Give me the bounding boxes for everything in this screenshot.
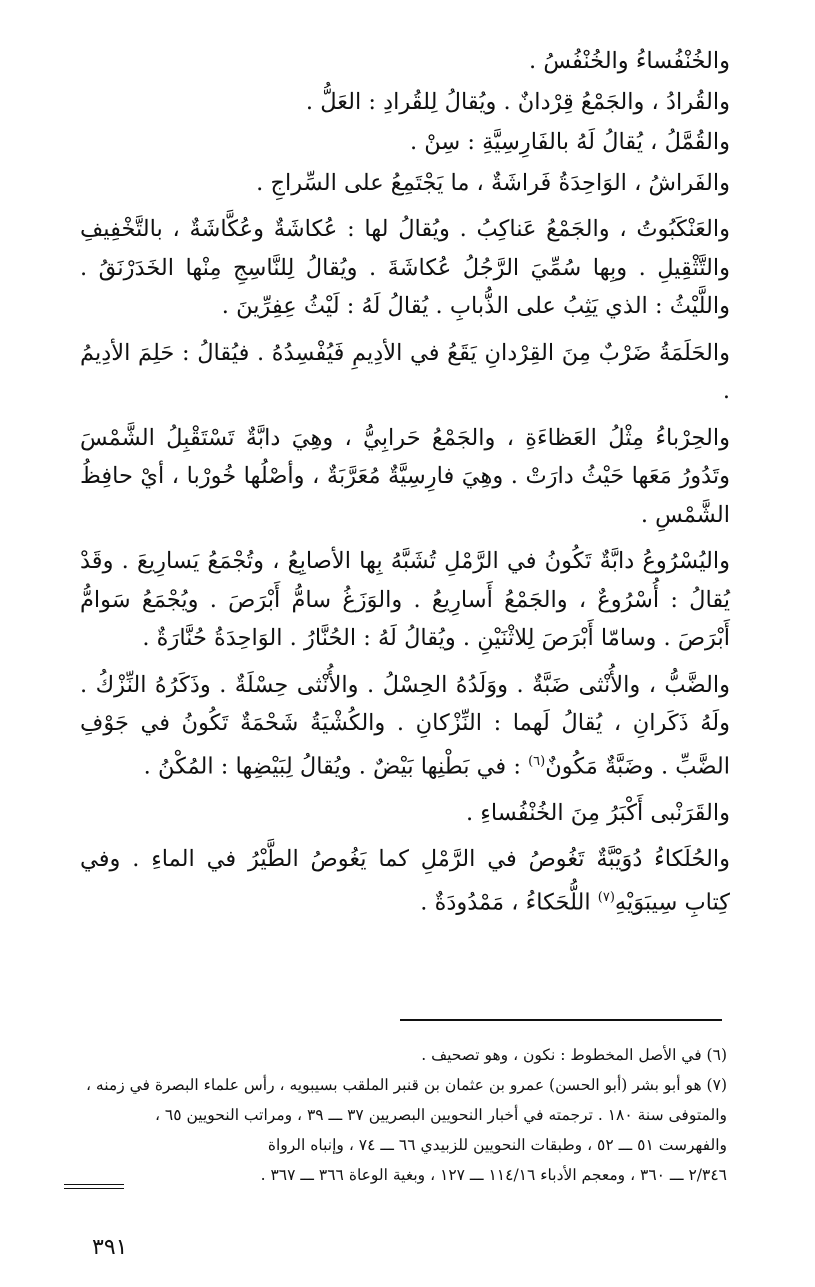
paragraph-3: والقُمَّلُ ، يُقالُ لَهُ بالفَارِسِيَّةِ : سِنْ . bbox=[410, 129, 730, 155]
footnote-line: (٧) هو أبو بشر (أبو الحسن) عمرو بن عثمان بن قنبر الملقب بسيبويه ، رأس علماء البصرة في زمنه ، bbox=[85, 1076, 727, 1094]
footnote-line: ٢/٣٤٦ ـــ ٣٦٠ ، ومعجم الأدباء ١١٤/١٦ ـــ ١٢٧ ، وبغية الوعاة ٣٦٦ ـــ ٣٦٧ . bbox=[260, 1166, 727, 1184]
footnote-line: والفهرست ٥١ ـــ ٥٢ ، وطبقات النحويين للزبيدي ٦٦ ـــ ٧٤ ، وإنباه الرواة bbox=[267, 1136, 727, 1154]
paragraph-9: والضَّبُّ ، والأُنْثى ضَبَّةٌ . ووَلَدُهُ الحِسْلُ . والأُنْثى حِسْلَةٌ . وذَكَرُهُ النِّزْكُ . ولَهُ ذَكَرانِ ، يُقالُ لَهما : النِّزْكانِ . والكُشْيَةُ شَحْمَةٌ تَكُونُ في جَوْفِ الضَّبِّ . وضَبَّةٌ مَكُونٌ$^{(٦)}$ : في بَطْنِها بَيْضٌ . ويُقالُ لِبَيْضِها : المُكْنُ . bbox=[80, 671, 730, 779]
paragraph-11: والحُلَكاءُ دُوَيْبَّةٌ تَغُوصُ في الرَّمْلِ كما يَغُوصُ الطَّيْرُ في الماءِ . وفي كِتابِ سِيبَوَيْهِ$^{(٧)}$ اللُّحَكاءُ ، مَمْدُودَةٌ . bbox=[80, 846, 730, 915]
footnote-line: (٦) في الأصل المخطوط : نكون ، وهو تصحيف . bbox=[421, 1046, 727, 1064]
footnote-6 bbox=[72, 1040, 727, 1070]
paragraph-10: والقَرَنْبى أَكْبَرُ مِنَ الخُنْفُساءِ . bbox=[466, 799, 730, 826]
footnote-7 bbox=[72, 1070, 727, 1190]
paragraph-2: والقُرادُ ، والجَمْعُ قِرْدانٌ . ويُقالُ لِلقُرادِ : العَلُّ . bbox=[305, 88, 730, 115]
footnote-separator bbox=[400, 1019, 722, 1021]
paragraph-6: والحَلَمَةُ ضَرْبٌ مِنَ القِرْدانِ يَقَعُ في الأدِيمِ فَيُفْسِدُهُ . فيُقالُ : حَلِمَ الأدِيمُ . bbox=[80, 339, 730, 404]
paragraph-1: والخُنْفُساءُ والخُنْفُسُ . bbox=[529, 48, 730, 74]
footnote-ref-6: (٦) bbox=[528, 753, 546, 769]
paragraph-8: واليُسْرُوعُ دابَّةٌ تَكُونُ في الرَّمْلِ تُشَبَّهُ بِها الأصابِعُ ، وتُجْمَعُ يَسارِيعَ . وقَدْ يُقالُ : أُسْرُوعٌ ، والجَمْعُ أَسارِيعُ . والوَزَغُ سامُّ أَبْرَصَ . ويُجْمَعُ سَوامُّ أَبْرَصَ . وسامّا أَبْرَصَ لِلاثْنَيْنِ . ويُقالُ لَهُ : الحُنَّارُ . الوَاحِدَةُ حُنَّارَةٌ . bbox=[80, 548, 730, 651]
end-mark bbox=[64, 1184, 124, 1192]
footnotes bbox=[72, 1040, 727, 1190]
footnote-line: والمتوفى سنة ١٨٠ . ترجمته في أخبار النحويين البصريين ٣٧ ـــ ٣٩ ، ومراتب النحويين ٦٥ ، bbox=[154, 1106, 727, 1124]
paragraph-5: والعَنْكَبُوتُ ، والجَمْعُ عَناكِبُ . ويُقالُ لها : عُكاشَةٌ وعُكَّاشَةٌ ، بالتَّخْفِيفِ والتَّثْقِيلِ . وبِها سُمِّيَ الرَّجُلُ عُكاشَةَ . ويُقالُ لِلنَّاسِجِ مِنْها الخَدَرْنَقُ . واللَّيْثُ : الذي يَثِبُ على الذُّبابِ . يُقالُ لَهُ : لَيْثُ عِفِرِّينَ . bbox=[80, 216, 730, 319]
footnote-ref-7: (٧) bbox=[597, 889, 615, 905]
main-text bbox=[80, 42, 730, 930]
paragraph-7: والحِرْباءُ مِثْلُ العَظاءَةِ ، والجَمْعُ حَرابِيُّ ، وهِيَ دابَّةٌ تَسْتَقْبِلُ الشَّمْسَ وتَدُورُ مَعَها حَيْثُ دارَتْ . وهِيَ فارِسِيَّةٌ مُعَرَّبَةٌ ، وأصْلُها خُورْبا ، أيْ حافِظُ الشَّمْسِ . bbox=[80, 424, 730, 528]
page-number: ٣٩١ bbox=[92, 1235, 128, 1260]
paragraph-4: والفَراشُ ، الوَاحِدَةُ فَراشَةٌ ، ما يَجْتَمِعُ على السِّراجِ . bbox=[256, 169, 730, 196]
